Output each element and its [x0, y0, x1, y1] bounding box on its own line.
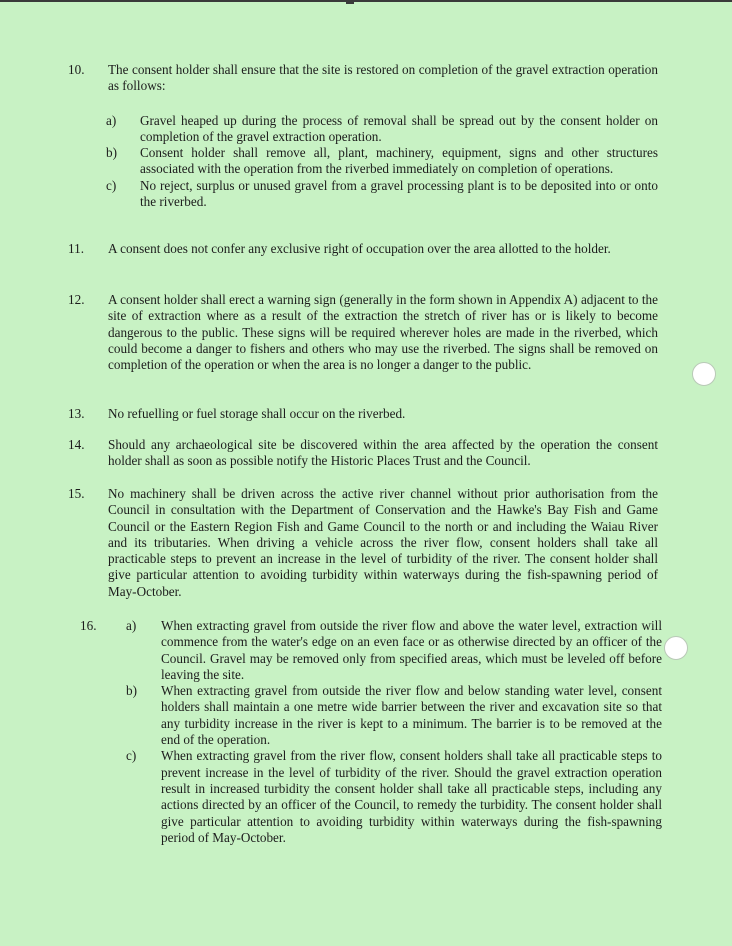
subclause-text: No reject, surplus or unused gravel from a gravel processing plant is to be deposited into or onto the riverbed. [140, 177, 658, 210]
clause-number: 10. [68, 62, 85, 77]
subclause-10c [108, 178, 658, 211]
page-top-edge [0, 0, 732, 2]
subclause-letter: b) [126, 683, 137, 699]
clause-text: A consent does not confer any exclusive right of occupation over the area allotted to the holder. [108, 241, 611, 256]
subclause-letter: a) [106, 112, 117, 128]
clause-text: The consent holder shall ensure that the site is restored on completion of the gravel extraction operation as follows: [108, 62, 658, 94]
subclause-16c [128, 748, 662, 846]
clause-number: 12. [68, 292, 85, 307]
clause-16 [80, 618, 662, 846]
clause-number: 13. [68, 406, 85, 421]
page-top-notch [346, 0, 354, 4]
clause-text: No refuelling or fuel storage shall occur on the riverbed. [108, 406, 406, 421]
subclause-text: Consent holder shall remove all, plant, machinery, equipment, signs and other structures associated with the operation from the riverbed immediately on completion of operations. [140, 145, 658, 177]
punch-hole-upper [692, 362, 716, 386]
clause-number: 15. [68, 486, 85, 501]
clause-13 [68, 406, 658, 422]
subclause-letter: c) [106, 177, 117, 193]
subclause-text: When extracting gravel from the river flow, consent holders shall take all practicable steps to prevent increase in the level of turbidity of the river. Should the gravel extraction operation result in increased turbidity the consent holder shall take all practicable steps, including any actions directed by an officer of the Council, to remedy the turbidity. The consent holder shall give particular attention to avoiding turbidity within waterways during the fish-spawning period of May-October. [161, 748, 662, 845]
subclause-16b [128, 683, 662, 748]
punch-hole-lower [664, 636, 688, 660]
subclause-letter: c) [126, 748, 137, 764]
subclause-text: When extracting gravel from outside the river flow and above the water level, extraction will commence from the water's edge on an even face or as otherwise directed by an officer of the Council. Gravel may be removed only from specified areas, which must be leveled off before leaving the site. [161, 618, 662, 682]
subclause-10a [108, 113, 658, 146]
clause-number: 14. [68, 437, 85, 452]
subclause-text: Gravel heaped up during the process of removal shall be spread out by the consent holder on completion of the gravel extraction operation. [140, 112, 658, 144]
clause-14 [68, 437, 658, 470]
clause-text: A consent holder shall erect a warning sign (generally in the form shown in Appendix A) adjacent to the site of extraction where as a result of the extraction the stretch of river has or is likely to become dangerous to the public. These signs will be required wherever holes are made in the riverbed, which could become a danger to fishers and others who may use the riverbed. The signs shall be removed on completion of the operation or when the area is no longer a danger to the public. [108, 292, 658, 373]
clause-10 [68, 62, 658, 210]
subclause-text: When extracting gravel from outside the river flow and below standing water level, consent holders shall maintain a one metre wide barrier between the river and excavation site so that any turbidity increase in the river is kept to a minimum. The barrier is to be removed at the end of the operation. [161, 683, 662, 748]
clause-number: 16. [80, 618, 97, 633]
clause-number: 11. [68, 241, 84, 256]
subclause-10b [108, 145, 658, 178]
clause-text: No machinery shall be driven across the active river channel without prior authorisation from the Council in consultation with the Department of Conservation and the Hawke's Bay Fish and Game Council or the Eastern Region Fish and Game Council to the north or and including the Waiau River and its tributaries. When driving a vehicle across the river flow, consent holders shall take all practicable steps to prevent an increase in the level of turbidity of the river. The consent holder shall give particular attention to avoiding turbidity within waterways during the fish-spawning period of May-October. [108, 486, 658, 599]
clause-12 [68, 292, 658, 373]
subclause-letter: a) [126, 618, 137, 633]
clause-text: Should any archaeological site be discovered within the area affected by the operation the consent holder shall as soon as possible notify the Historic Places Trust and the Council. [108, 437, 658, 469]
subclause-16a [128, 618, 662, 683]
subclause-letter: b) [106, 145, 117, 161]
clause-15 [68, 486, 658, 600]
clause-11 [68, 241, 658, 257]
